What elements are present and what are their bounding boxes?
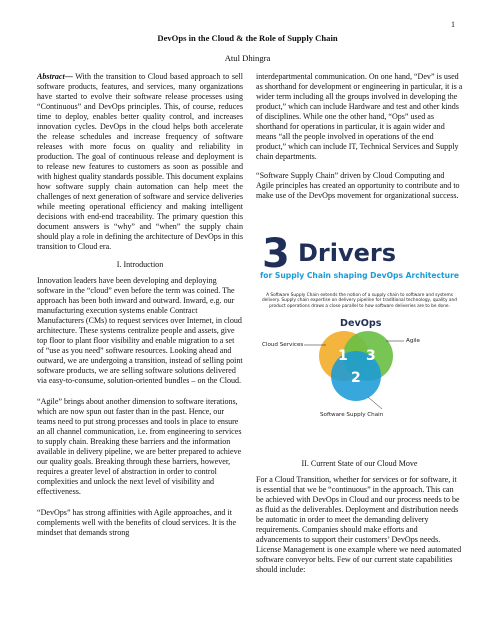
abstract-label: Abstract—: [37, 72, 73, 81]
leader-line-supply: [368, 397, 382, 409]
right-column-top: [256, 72, 463, 201]
figure-caption: A Software Supply Chain extends the notion of a supply chain to software and systems delivery. Supply chain expertise on delivery pipeline for traditional technology, quality and product operations draws a close parallel to how software deliveries are to be done.: [262, 293, 457, 309]
section-1-paragraph-1: Innovation leaders have been developing and deploying software in the “cloud” even before the term was coined. The approach has been both inward and outward. Inward, e.g. our manufacturing execution systems enable Contract Manufacturers (CMs) to request services over Internet, in cloud architecture. These systems centralize people and assets, give top floor to plant floor visibility and enable migration to a set of “use as you need” software resources. Looking ahead and outward, we are undergoing a transition, instead of selling point software products, we are selling software solutions delivered via easy-to-consume, solution-oriented bundles – on the Cloud.: [37, 276, 243, 385]
section-1-heading: I. Introduction: [116, 260, 164, 269]
section-1-paragraph-2: “Agile” brings about another dimension to software iterations, which are now spun out faster than in the past. Hence, our teams need to put strong processes and tools in place to ensure an all channel communication, i.e. from engineering to services to supply chain. Breaking these barriers and the information available in delivery pipeline, we are better prepared to achieve our quality goals. Breaking through these barriers, however, requires a greater level of abstraction in order to control complexities and unlock the next level of visibility and effectiveness.: [37, 397, 242, 496]
page-number: 1: [451, 20, 455, 29]
paper-title: DevOps in the Cloud & the Role of Supply Chain: [157, 33, 338, 43]
driver-3-label: Agile: [406, 338, 420, 344]
figure-subtitle: for Supply Chain shaping DevOps Architecture: [260, 271, 459, 280]
left-column: [37, 72, 243, 538]
abstract-text: With the transition to Cloud based approach to sell software products, features, and services, many organizations have started to evolve their software release processes using “Continuous” and DevOps principles. This, of course, reduces time to deploy, enables better quality control, and increases innovation cycles. DevOps in the cloud helps both accelerate the release schedules and increase frequency of software releases with more focus on quality and reliability in production. The goal of continuous release and deployment is to release new features to customers as soon as possible and with highest quality standards possible. This document explains how software supply chain automation can help meet the challenges of next generation of software and service deliveries while meeting operational efficiency and making intelligent decisions with end-end traceability. The primary question this document answers is “why” and “when” the supply chain should play a role in defining the architecture of DevOps in this transition to Cloud era.: [37, 72, 243, 251]
right-paragraph-2: “Software Supply Chain” driven by Cloud Computing and Agile principles has created an opportunity to contribute and to make use of the DevOps movement for organizational success.: [256, 171, 460, 200]
section-2-paragraph-1: For a Cloud Transition, whether for services or for software, it is essential that we be “continuous” in the approach. This can be achieved with DevOps in Cloud and our process needs to be as fluid as the deliverables. Deployment and distribution needs be automatic in order to meet the demanding delivery requirements. Companies should make efforts and advancements to support their customers’ DevOps needs. License Management is one example where we need automated software conveyor belts. Few of our current state capabilities should include:: [256, 475, 462, 574]
driver-2-number: 2: [351, 370, 361, 386]
driver-3-number: 3: [366, 348, 376, 364]
figure-center-label: DevOps: [340, 318, 382, 329]
driver-2-label: Software Supply Chain: [320, 412, 384, 418]
driver-1-label: Cloud Services: [262, 342, 304, 348]
paper-author: Atul Dhingra: [224, 53, 271, 63]
abstract: [37, 72, 243, 252]
section-2-heading: II. Current State of our Cloud Move: [301, 459, 418, 468]
driver-1-number: 1: [338, 348, 348, 364]
right-column-bottom: [256, 459, 463, 575]
three-drivers-figure: [256, 231, 463, 434]
figure-big-number: 3: [262, 231, 290, 277]
figure-heading: Drivers: [298, 239, 397, 267]
section-1-paragraph-3: “DevOps” has strong affinities with Agile approaches, and it complements well with the benefits of cloud services. It is the mindset that demands strong: [37, 508, 237, 537]
right-paragraph-1: interdepartmental communication. On one hand, “Dev” is used as shorthand for development or engineering in particular, it is a wider term including all the groups involved in developing the product,” which can include Hardware and test and other kinds of disciplines. While one the other hand, “Ops” used as shorthand for operations in particular, it is again wider and means “all the people involved in operations of the end product,” which can include IT, Technical Services and Supply chain departments.: [256, 72, 463, 161]
